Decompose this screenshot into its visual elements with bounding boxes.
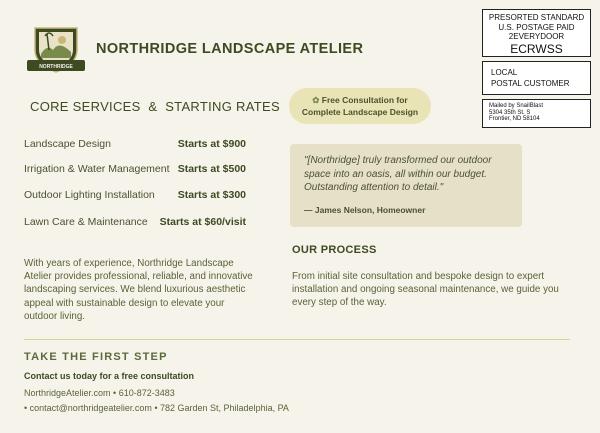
process-text: From initial site consultation and bespoke design to expert installation and ongoing seasonal maintenance, we guide you every step of the way. — [292, 271, 559, 309]
brand-logo — [25, 24, 87, 78]
postage-line-3: 2EVERYDOOR — [508, 32, 565, 41]
leaf-icon: ✿ — [312, 95, 320, 105]
recipient-address — [482, 61, 591, 95]
address-line-1: LOCAL — [491, 68, 518, 77]
testimonial-author: — James Nelson, Homeowner — [304, 204, 426, 215]
process-title: OUR PROCESS — [292, 244, 377, 256]
cta-title: TAKE THE FIRST STEP — [24, 351, 168, 363]
contact-website-phone: NorthridgeAtelier.com • 610-872-3483 — [24, 388, 175, 398]
brand-name: NORTHRIDGE LANDSCAPE ATELIER — [96, 41, 364, 57]
return-line-2: 5304 35th St. S — [489, 109, 531, 116]
about-paragraph: With years of experience, Northridge Landscape Atelier provides professional, reliable, and innovative landscaping services. We blend luxurious aesthetic appeal with sustainable design to elevate your outdoor living. — [24, 258, 253, 322]
services-title: CORE SERVICES & STARTING RATES — [30, 99, 280, 114]
service-row — [24, 216, 246, 228]
service-row — [24, 189, 246, 201]
testimonial-box — [290, 144, 522, 227]
service-name: Lawn Care & Maintenance — [24, 216, 148, 228]
service-row — [24, 138, 246, 150]
return-address — [482, 99, 591, 128]
postage-line-1: PRESORTED STANDARD — [488, 13, 585, 22]
postage-line-2: U.S. POSTAGE PAID — [498, 22, 575, 32]
section-divider — [24, 339, 570, 340]
service-price: Starts at $300 — [177, 189, 246, 201]
logo-text: NORTHRIDGE — [39, 64, 73, 70]
testimonial-quote: "[Northridge] truly transformed our outdoor space into an oasis, all within our budget. Outstanding attention to detail." — [304, 155, 492, 193]
return-line-1: Mailed by SnailBlast — [489, 103, 544, 109]
service-price: Starts at $500 — [177, 163, 246, 175]
address-line-2: POSTAL CUSTOMER — [491, 79, 570, 88]
return-line-3: Frontier, ND 58104 — [489, 116, 540, 122]
service-row — [24, 163, 246, 175]
consultation-line-1: Free Consultation for — [321, 95, 408, 105]
contact-email-address: • contact@northridgeatelier.com • 782 Garden St, Philadelphia, PA — [24, 403, 289, 413]
postage-indicia — [482, 9, 591, 57]
service-price: Starts at $60/visit — [159, 216, 246, 228]
consultation-line-2: Complete Landscape Design — [301, 107, 419, 117]
service-price: Starts at $900 — [177, 138, 246, 150]
service-name: Irrigation & Water Management — [24, 163, 170, 175]
consultation-badge — [289, 88, 431, 124]
postage-line-4: ECRWSS — [510, 41, 563, 56]
cta-subtitle: Contact us today for a free consultation — [24, 371, 195, 381]
service-name: Landscape Design — [24, 138, 111, 150]
service-name: Outdoor Lighting Installation — [24, 189, 155, 201]
